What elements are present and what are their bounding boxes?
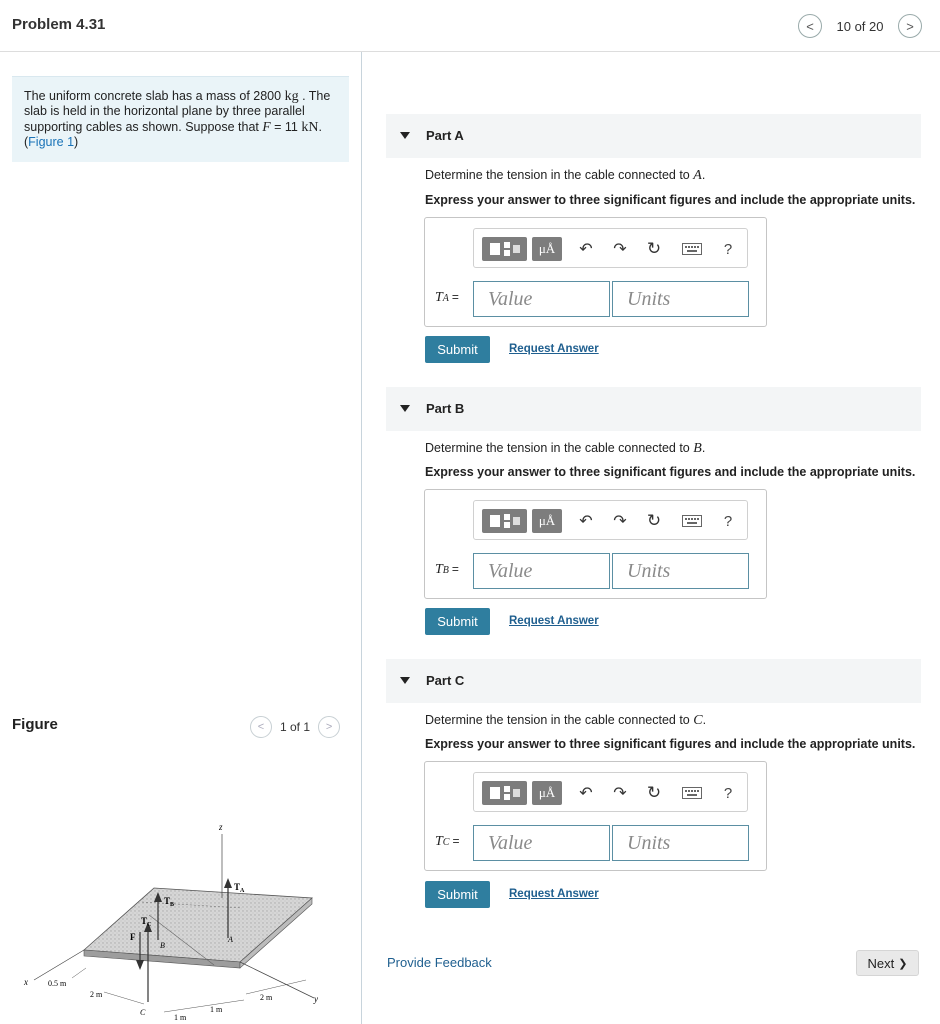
slab-top bbox=[84, 888, 312, 962]
units-symbol-button[interactable]: μÅ bbox=[532, 237, 562, 261]
reset-icon[interactable]: ↻ bbox=[646, 511, 662, 530]
part-a-answer-box bbox=[424, 217, 767, 327]
part-b-label: Part B bbox=[426, 401, 465, 416]
y-label: y bbox=[314, 994, 318, 1004]
part-b-units-input[interactable] bbox=[612, 553, 749, 589]
part-a-value-input[interactable] bbox=[473, 281, 610, 317]
part-c-answer-box bbox=[424, 761, 767, 871]
redo-icon[interactable]: ↷ bbox=[613, 241, 627, 258]
redo-icon[interactable]: ↷ bbox=[613, 513, 627, 530]
x-axis bbox=[34, 950, 84, 980]
fraction-template-icon bbox=[488, 512, 522, 530]
dim-0-5m: 0.5 m bbox=[48, 979, 67, 988]
undo-icon[interactable]: ↶ bbox=[579, 241, 593, 258]
next-figure-button[interactable]: > bbox=[318, 716, 340, 738]
problem-pager bbox=[798, 14, 922, 38]
part-c-header[interactable] bbox=[386, 659, 921, 703]
point-b-label: B bbox=[160, 941, 165, 950]
help-icon[interactable]: ? bbox=[723, 784, 733, 802]
z-label: z bbox=[219, 822, 223, 832]
figure-label: Figure bbox=[12, 716, 58, 733]
part-a-variable: TA = bbox=[435, 290, 459, 305]
part-b-value-input[interactable] bbox=[473, 553, 610, 589]
part-b-question: Determine the tension in the cable connected to B. bbox=[425, 441, 706, 456]
units-symbol-button[interactable]: μÅ bbox=[532, 509, 562, 533]
part-a-request-answer-link[interactable]: Request Answer bbox=[509, 343, 599, 355]
provide-feedback-link[interactable]: Provide Feedback bbox=[387, 955, 492, 970]
tb-label: $T_B$ bbox=[164, 896, 175, 908]
part-a-instruction: Express your answer to three significant figures and include the appropriate units. bbox=[425, 193, 916, 207]
part-c-variable: TC = bbox=[435, 834, 460, 849]
figure-link[interactable]: Figure 1 bbox=[28, 135, 75, 149]
left-panel bbox=[0, 52, 362, 1024]
arrow-ta bbox=[224, 878, 232, 888]
dim-2m-left: 2 m bbox=[90, 990, 103, 999]
next-label: Next bbox=[867, 955, 895, 971]
keyboard-icon[interactable] bbox=[680, 781, 704, 805]
math-toolbar bbox=[473, 772, 748, 812]
tc-label: $T_C$ bbox=[141, 916, 152, 928]
template-button[interactable] bbox=[482, 509, 527, 533]
slab-figure bbox=[14, 790, 334, 1020]
collapse-triangle-icon[interactable] bbox=[400, 405, 410, 412]
figure-count: 1 of 1 bbox=[280, 720, 311, 734]
part-c-submit-button[interactable]: Submit bbox=[425, 881, 490, 908]
point-c-label: C bbox=[140, 1008, 146, 1017]
dim-line bbox=[72, 968, 86, 978]
dim-line bbox=[164, 1000, 244, 1012]
undo-icon[interactable]: ↶ bbox=[579, 513, 593, 530]
dim-line bbox=[104, 992, 144, 1004]
math-toolbar bbox=[473, 500, 748, 540]
part-b-instruction: Express your answer to three significant figures and include the appropriate units. bbox=[425, 465, 916, 479]
figure-pager bbox=[250, 716, 340, 738]
arrow-f bbox=[136, 960, 144, 970]
dim-1m-a: 1 m bbox=[174, 1013, 187, 1020]
part-c-value-input[interactable] bbox=[473, 825, 610, 861]
dim-1m-b: 1 m bbox=[210, 1005, 223, 1014]
math-toolbar bbox=[473, 228, 748, 268]
fraction-template-icon bbox=[488, 784, 522, 802]
part-c-question: Determine the tension in the cable connected to C. bbox=[425, 713, 707, 728]
keyboard-icon[interactable] bbox=[680, 509, 704, 533]
part-b-submit-button[interactable]: Submit bbox=[425, 608, 490, 635]
part-a-question: Determine the tension in the cable connected to A. bbox=[425, 168, 706, 183]
template-button[interactable] bbox=[482, 781, 527, 805]
template-button[interactable] bbox=[482, 237, 527, 261]
next-problem-button[interactable]: > bbox=[898, 14, 922, 38]
problem-count: 10 of 20 bbox=[836, 18, 884, 34]
part-a-submit-button[interactable]: Submit bbox=[425, 336, 490, 363]
part-b-variable: TB = bbox=[435, 562, 459, 577]
units-symbol-button[interactable]: μÅ bbox=[532, 781, 562, 805]
part-b-request-answer-link[interactable]: Request Answer bbox=[509, 615, 599, 627]
part-b-header[interactable] bbox=[386, 387, 921, 431]
dim-2m-right: 2 m bbox=[260, 993, 273, 1002]
x-label: x bbox=[24, 977, 28, 987]
fraction-template-icon bbox=[488, 240, 522, 258]
collapse-triangle-icon[interactable] bbox=[400, 132, 410, 139]
collapse-triangle-icon[interactable] bbox=[400, 677, 410, 684]
prev-problem-button[interactable]: < bbox=[798, 14, 822, 38]
dim-line bbox=[246, 980, 306, 994]
help-icon[interactable]: ? bbox=[723, 240, 733, 258]
f-label: F bbox=[130, 932, 136, 942]
top-header bbox=[0, 0, 940, 52]
reset-icon[interactable]: ↻ bbox=[646, 783, 662, 802]
part-a-header[interactable] bbox=[386, 114, 921, 158]
part-a-units-input[interactable] bbox=[612, 281, 749, 317]
point-a-label: A bbox=[228, 935, 233, 944]
help-icon[interactable]: ? bbox=[723, 512, 733, 530]
part-b-answer-box bbox=[424, 489, 767, 599]
undo-icon[interactable]: ↶ bbox=[579, 785, 593, 802]
prev-figure-button[interactable]: < bbox=[250, 716, 272, 738]
part-c-instruction: Express your answer to three significant figures and include the appropriate units. bbox=[425, 737, 916, 751]
chevron-right-icon: ❯ bbox=[898, 957, 908, 970]
part-a-label: Part A bbox=[426, 128, 464, 143]
part-c-label: Part C bbox=[426, 673, 465, 688]
reset-icon[interactable]: ↻ bbox=[646, 239, 662, 258]
part-c-units-input[interactable] bbox=[612, 825, 749, 861]
keyboard-icon[interactable] bbox=[680, 237, 704, 261]
ta-label: $T_A$ bbox=[234, 882, 245, 894]
next-button[interactable] bbox=[856, 950, 919, 976]
problem-statement: The uniform concrete slab has a mass of 2800 kg . The slab is held in the horizontal plane by three parallel supporting cables as shown. Suppose that F = 11 kN. (Figure 1) bbox=[12, 76, 349, 162]
redo-icon[interactable]: ↷ bbox=[613, 785, 627, 802]
page-title: Problem 4.31 bbox=[12, 16, 106, 33]
part-c-request-answer-link[interactable]: Request Answer bbox=[509, 888, 599, 900]
